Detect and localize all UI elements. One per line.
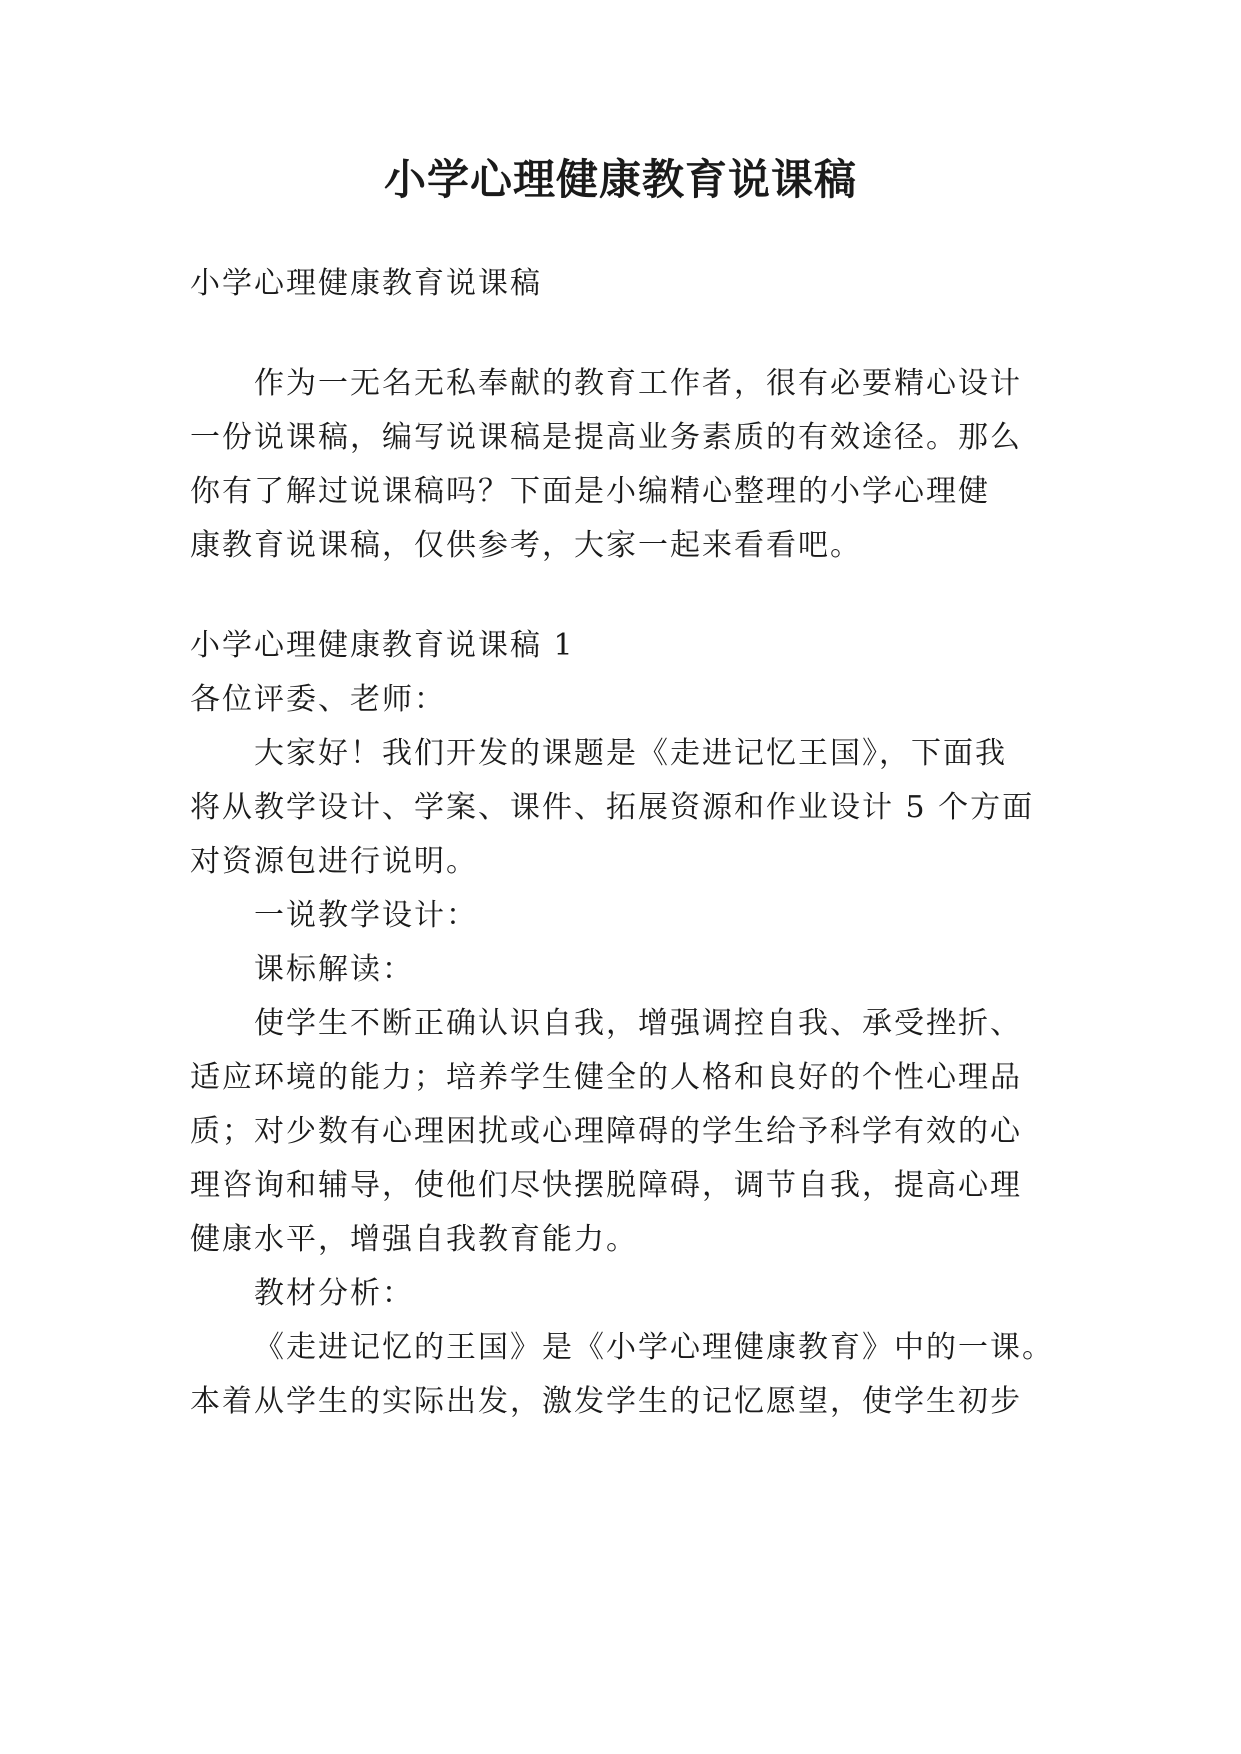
material-line-1: 《走进记忆的王国》是《小学心理健康教育》中的一课。: [254, 1330, 1054, 1365]
section-heading: 小学心理健康教育说课稿 1: [190, 628, 575, 663]
opening-line-3: 对资源包进行说明。: [190, 844, 478, 879]
intro-line-3: 你有了解过说课稿吗？下面是小编精心整理的小学心理健: [190, 474, 990, 509]
material-heading: 教材分析：: [254, 1276, 414, 1311]
standard-line-1: 使学生不断正确认识自我，增强调控自我、承受挫折、: [254, 1006, 1022, 1041]
standard-line-2: 适应环境的能力；培养学生健全的人格和良好的个性心理品: [190, 1060, 1022, 1095]
greeting: 各位评委、老师：: [190, 682, 446, 717]
opening-line-1: 大家好！我们开发的课题是《走进记忆王国》，下面我: [254, 736, 1007, 771]
standard-line-5: 健康水平，增强自我教育能力。: [190, 1222, 638, 1257]
material-line-2: 本着从学生的实际出发，激发学生的记忆愿望，使学生初步: [190, 1384, 1022, 1419]
standard-line-3: 质；对少数有心理困扰或心理障碍的学生给予科学有效的心: [190, 1114, 1022, 1149]
standard-line-4: 理咨询和辅导，使他们尽快摆脱障碍，调节自我，提高心理: [190, 1168, 1022, 1203]
standard-heading: 课标解读：: [254, 952, 414, 987]
intro-line-1: 作为一无名无私奉献的教育工作者，很有必要精心设计: [254, 366, 1022, 401]
intro-line-2: 一份说课稿，编写说课稿是提高业务素质的有效途径。那么: [190, 420, 1022, 455]
part-one-heading: 一说教学设计：: [254, 898, 478, 933]
opening-line-2: 将从教学设计、学案、课件、拓展资源和作业设计 5 个方面: [190, 790, 1035, 825]
intro-line-4: 康教育说课稿，仅供参考，大家一起来看看吧。: [190, 528, 862, 563]
document-title: 小学心理健康教育说课稿: [383, 155, 857, 204]
subtitle: 小学心理健康教育说课稿: [190, 266, 542, 301]
